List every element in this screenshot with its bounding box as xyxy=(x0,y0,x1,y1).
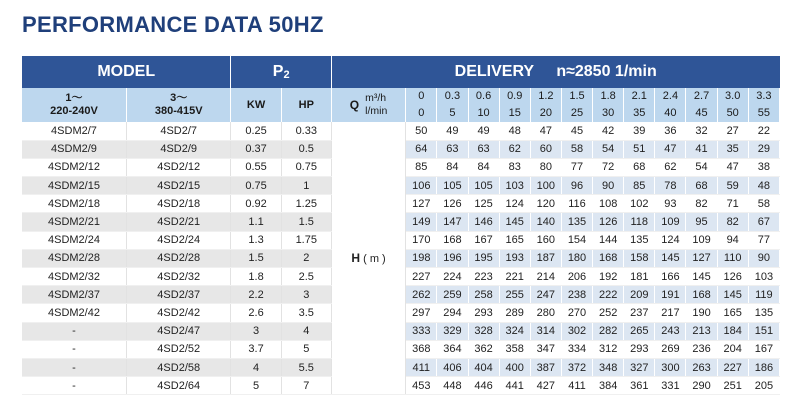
head-value-cell: 259 xyxy=(437,286,468,304)
head-value-cell: 282 xyxy=(593,322,624,340)
head-value-cell: 181 xyxy=(624,268,655,286)
head-value-cell: 265 xyxy=(624,322,655,340)
flow-m3h-2: 0.6 xyxy=(468,88,499,105)
kw-cell: 2.2 xyxy=(231,286,281,304)
hp-cell: 1.5 xyxy=(281,213,331,231)
head-value-cell: 334 xyxy=(561,340,592,358)
head-value-cell: 47 xyxy=(655,140,686,158)
head-label-cell xyxy=(331,122,405,395)
hp-cell: 3.5 xyxy=(281,304,331,322)
head-value-cell: 411 xyxy=(406,358,437,376)
head-value-cell: 289 xyxy=(499,304,530,322)
head-value-cell: 62 xyxy=(499,140,530,158)
head-value-cell: 127 xyxy=(686,249,717,267)
head-value-cell: 93 xyxy=(655,195,686,213)
head-value-cell: 193 xyxy=(499,249,530,267)
flow-m3h-4: 1.2 xyxy=(530,88,561,105)
head-value-cell: 293 xyxy=(624,340,655,358)
head-value-cell: 195 xyxy=(468,249,499,267)
head-value-cell: 238 xyxy=(561,286,592,304)
head-value-cell: 227 xyxy=(717,358,748,376)
head-value-cell: 82 xyxy=(686,195,717,213)
head-value-cell: 77 xyxy=(748,231,779,249)
model-3phase-cell: 4SD2/64 xyxy=(126,377,230,395)
head-value-cell: 27 xyxy=(717,122,748,140)
head-value-cell: 22 xyxy=(748,122,779,140)
model-3phase-cell: 4SD2/32 xyxy=(126,268,230,286)
head-value-cell: 94 xyxy=(717,231,748,249)
head-value-cell: 83 xyxy=(499,158,530,176)
head-value-cell: 190 xyxy=(686,304,717,322)
head-value-cell: 166 xyxy=(655,268,686,286)
model-3phase-cell: 4SD2/21 xyxy=(126,213,230,231)
head-value-cell: 80 xyxy=(530,158,561,176)
head-value-cell: 85 xyxy=(624,177,655,195)
head-value-cell: 290 xyxy=(686,377,717,395)
head-value-cell: 145 xyxy=(499,213,530,231)
head-value-cell: 149 xyxy=(406,213,437,231)
head-value-cell: 404 xyxy=(468,358,499,376)
head-value-cell: 135 xyxy=(624,231,655,249)
head-value-cell: 108 xyxy=(593,195,624,213)
model-1phase-cell: 4SDM2/7 xyxy=(22,122,126,140)
head-value-cell: 364 xyxy=(437,340,468,358)
model-1phase-cell: 4SDM2/42 xyxy=(22,304,126,322)
kw-cell: 4 xyxy=(231,358,281,376)
head-value-cell: 312 xyxy=(593,340,624,358)
head-value-cell: 67 xyxy=(748,213,779,231)
head-value-cell: 160 xyxy=(530,231,561,249)
hp-cell: 0.33 xyxy=(281,122,331,140)
head-value-cell: 217 xyxy=(655,304,686,322)
head-value-cell: 48 xyxy=(748,177,779,195)
model-1phase-cell: - xyxy=(22,340,126,358)
head-value-cell: 280 xyxy=(530,304,561,322)
power-header: $P_2$ xyxy=(231,56,331,88)
head-value-cell: 368 xyxy=(406,340,437,358)
flow-lmin-4: 20 xyxy=(530,105,561,122)
head-value-cell: 191 xyxy=(655,286,686,304)
head-label: H xyxy=(351,251,361,266)
head-value-cell: 50 xyxy=(406,122,437,140)
model-1phase-cell: 4SDM2/12 xyxy=(22,158,126,176)
head-value-cell: 49 xyxy=(468,122,499,140)
head-value-cell: 328 xyxy=(468,322,499,340)
head-value-cell: 125 xyxy=(468,195,499,213)
model-1phase-cell: 4SDM2/21 xyxy=(22,213,126,231)
kw-cell: 0.55 xyxy=(231,158,281,176)
flow-lmin-5: 25 xyxy=(561,105,592,122)
head-value-cell: 223 xyxy=(468,268,499,286)
head-value-cell: 106 xyxy=(406,177,437,195)
kw-header: KW xyxy=(231,88,281,122)
head-value-cell: 147 xyxy=(437,213,468,231)
head-value-cell: 47 xyxy=(530,122,561,140)
head-value-cell: 68 xyxy=(624,158,655,176)
flow-m3h-3: 0.9 xyxy=(499,88,530,105)
head-value-cell: 62 xyxy=(655,158,686,176)
head-value-cell: 58 xyxy=(748,195,779,213)
head-value-cell: 222 xyxy=(593,286,624,304)
head-value-cell: 448 xyxy=(437,377,468,395)
head-value-cell: 100 xyxy=(530,177,561,195)
head-value-cell: 60 xyxy=(530,140,561,158)
head-value-cell: 165 xyxy=(499,231,530,249)
head-value-cell: 96 xyxy=(561,177,592,195)
kw-cell: 1.1 xyxy=(231,213,281,231)
flow-lmin-3: 15 xyxy=(499,105,530,122)
head-value-cell: 168 xyxy=(437,231,468,249)
kw-cell: 0.75 xyxy=(231,177,281,195)
model-3phase-cell: 4SD2/9 xyxy=(126,140,230,158)
head-value-cell: 361 xyxy=(624,377,655,395)
head-value-cell: 145 xyxy=(717,286,748,304)
head-value-cell: 204 xyxy=(717,340,748,358)
head-value-cell: 154 xyxy=(561,231,592,249)
head-value-cell: 45 xyxy=(561,122,592,140)
head-value-cell: 184 xyxy=(717,322,748,340)
hp-cell: 4 xyxy=(281,322,331,340)
model-3phase-cell: 4SD2/7 xyxy=(126,122,230,140)
model-3phase-cell: 4SD2/58 xyxy=(126,358,230,376)
kw-cell: 2.6 xyxy=(231,304,281,322)
head-value-cell: 102 xyxy=(624,195,655,213)
model-3phase-cell: 4SD2/18 xyxy=(126,195,230,213)
model-3phase-cell: 4SD2/28 xyxy=(126,249,230,267)
head-value-cell: 331 xyxy=(655,377,686,395)
kw-cell: 1.5 xyxy=(231,249,281,267)
head-value-cell: 144 xyxy=(593,231,624,249)
head-value-cell: 127 xyxy=(406,195,437,213)
head-value-cell: 187 xyxy=(530,249,561,267)
head-value-cell: 105 xyxy=(437,177,468,195)
head-value-cell: 126 xyxy=(717,268,748,286)
kw-cell: 0.25 xyxy=(231,122,281,140)
head-value-cell: 251 xyxy=(717,377,748,395)
head-value-cell: 135 xyxy=(748,304,779,322)
model-1phase-cell: 4SDM2/37 xyxy=(22,286,126,304)
head-unit: ( m ) xyxy=(363,253,386,266)
head-value-cell: 327 xyxy=(624,358,655,376)
kw-cell: 1.3 xyxy=(231,231,281,249)
head-value-cell: 294 xyxy=(437,304,468,322)
hp-cell: 1 xyxy=(281,177,331,195)
head-value-cell: 213 xyxy=(686,322,717,340)
model-1phase-cell: - xyxy=(22,322,126,340)
head-value-cell: 64 xyxy=(406,140,437,158)
head-value-cell: 372 xyxy=(561,358,592,376)
head-value-cell: 297 xyxy=(406,304,437,322)
head-value-cell: 63 xyxy=(437,140,468,158)
hp-cell: 5.5 xyxy=(281,358,331,376)
head-value-cell: 72 xyxy=(593,158,624,176)
model-1phase-cell: 4SDM2/28 xyxy=(22,249,126,267)
head-value-cell: 400 xyxy=(499,358,530,376)
hp-cell: 0.5 xyxy=(281,140,331,158)
head-value-cell: 258 xyxy=(468,286,499,304)
head-value-cell: 77 xyxy=(561,158,592,176)
model-3phase-cell: 4SD2/24 xyxy=(126,231,230,249)
head-value-cell: 29 xyxy=(748,140,779,158)
hp-cell: 2 xyxy=(281,249,331,267)
flow-lmin-11: 55 xyxy=(748,105,779,122)
head-value-cell: 110 xyxy=(717,249,748,267)
model-1phase-cell: 4SDM2/15 xyxy=(22,177,126,195)
head-value-cell: 38 xyxy=(748,158,779,176)
head-value-cell: 329 xyxy=(437,322,468,340)
head-value-cell: 348 xyxy=(593,358,624,376)
head-value-cell: 263 xyxy=(686,358,717,376)
model-1phase-cell: - xyxy=(22,358,126,376)
head-value-cell: 82 xyxy=(717,213,748,231)
kw-cell: 3.7 xyxy=(231,340,281,358)
head-value-cell: 135 xyxy=(561,213,592,231)
head-value-cell: 90 xyxy=(593,177,624,195)
head-value-cell: 140 xyxy=(530,213,561,231)
flow-m3h-8: 2.4 xyxy=(655,88,686,105)
head-value-cell: 103 xyxy=(499,177,530,195)
model-3phase-cell: 4SD2/47 xyxy=(126,322,230,340)
head-value-cell: 146 xyxy=(468,213,499,231)
head-value-cell: 198 xyxy=(406,249,437,267)
head-value-cell: 109 xyxy=(686,231,717,249)
head-value-cell: 427 xyxy=(530,377,561,395)
model-header: MODEL xyxy=(22,56,231,88)
model-1phase-cell: 4SDM2/24 xyxy=(22,231,126,249)
kw-cell: 3 xyxy=(231,322,281,340)
model-3phase-cell: 4SD2/12 xyxy=(126,158,230,176)
head-value-cell: 103 xyxy=(748,268,779,286)
head-value-cell: 116 xyxy=(561,195,592,213)
hp-header: HP xyxy=(281,88,331,122)
head-value-cell: 446 xyxy=(468,377,499,395)
head-value-cell: 84 xyxy=(437,158,468,176)
head-value-cell: 36 xyxy=(655,122,686,140)
model-3phase-cell: 4SD2/42 xyxy=(126,304,230,322)
head-value-cell: 347 xyxy=(530,340,561,358)
head-value-cell: 151 xyxy=(748,322,779,340)
head-value-cell: 227 xyxy=(406,268,437,286)
head-value-cell: 214 xyxy=(530,268,561,286)
model-1phase-cell: - xyxy=(22,377,126,395)
head-value-cell: 252 xyxy=(593,304,624,322)
head-value-cell: 406 xyxy=(437,358,468,376)
model-3phase-cell: 4SD2/15 xyxy=(126,177,230,195)
head-value-cell: 48 xyxy=(499,122,530,140)
head-value-cell: 262 xyxy=(406,286,437,304)
hp-cell: 0.75 xyxy=(281,158,331,176)
hp-cell: 2.5 xyxy=(281,268,331,286)
flow-lmin-2: 10 xyxy=(468,105,499,122)
head-value-cell: 41 xyxy=(686,140,717,158)
head-value-cell: 255 xyxy=(499,286,530,304)
kw-cell: 0.92 xyxy=(231,195,281,213)
model-3phase-header: 3～ 380-415V xyxy=(126,88,230,122)
head-value-cell: 119 xyxy=(748,286,779,304)
head-value-cell: 39 xyxy=(624,122,655,140)
head-value-cell: 180 xyxy=(561,249,592,267)
head-value-cell: 126 xyxy=(437,195,468,213)
flow-lmin-6: 30 xyxy=(593,105,624,122)
head-value-cell: 78 xyxy=(655,177,686,195)
head-value-cell: 54 xyxy=(593,140,624,158)
head-value-cell: 186 xyxy=(748,358,779,376)
head-value-cell: 247 xyxy=(530,286,561,304)
flow-unit-header: Q m³/h l/min xyxy=(331,88,405,122)
head-value-cell: 358 xyxy=(499,340,530,358)
head-value-cell: 224 xyxy=(437,268,468,286)
head-value-cell: 90 xyxy=(748,249,779,267)
head-value-cell: 270 xyxy=(561,304,592,322)
flow-m3h-5: 1.5 xyxy=(561,88,592,105)
kw-cell: 5 xyxy=(231,377,281,395)
head-value-cell: 293 xyxy=(468,304,499,322)
flow-m3h-0: 0 xyxy=(406,88,437,105)
head-value-cell: 236 xyxy=(686,340,717,358)
hp-cell: 3 xyxy=(281,286,331,304)
head-value-cell: 441 xyxy=(499,377,530,395)
flow-m3h-10: 3.0 xyxy=(717,88,748,105)
head-value-cell: 269 xyxy=(655,340,686,358)
flow-m3h-7: 2.1 xyxy=(624,88,655,105)
head-value-cell: 118 xyxy=(624,213,655,231)
head-value-cell: 205 xyxy=(748,377,779,395)
head-value-cell: 35 xyxy=(717,140,748,158)
head-value-cell: 411 xyxy=(561,377,592,395)
head-value-cell: 167 xyxy=(468,231,499,249)
head-value-cell: 49 xyxy=(437,122,468,140)
hp-cell: 1.75 xyxy=(281,231,331,249)
head-value-cell: 54 xyxy=(686,158,717,176)
table-header xyxy=(22,56,780,122)
model-3phase-cell: 4SD2/37 xyxy=(126,286,230,304)
hp-cell: 5 xyxy=(281,340,331,358)
delivery-header: DELIVERY n≈2850 1/min xyxy=(331,56,779,88)
page-title: PERFORMANCE DATA 50HZ xyxy=(22,12,324,37)
flow-m3h-9: 2.7 xyxy=(686,88,717,105)
head-value-cell: 192 xyxy=(593,268,624,286)
head-value-cell: 170 xyxy=(406,231,437,249)
model-1phase-cell: 4SDM2/18 xyxy=(22,195,126,213)
head-value-cell: 167 xyxy=(748,340,779,358)
hp-cell: 1.25 xyxy=(281,195,331,213)
head-value-cell: 209 xyxy=(624,286,655,304)
head-value-cell: 221 xyxy=(499,268,530,286)
kw-cell: 0.37 xyxy=(231,140,281,158)
head-value-cell: 51 xyxy=(624,140,655,158)
model-3phase-cell: 4SD2/52 xyxy=(126,340,230,358)
head-value-cell: 300 xyxy=(655,358,686,376)
head-value-cell: 71 xyxy=(717,195,748,213)
flow-lmin-10: 50 xyxy=(717,105,748,122)
head-value-cell: 206 xyxy=(561,268,592,286)
head-value-cell: 324 xyxy=(499,322,530,340)
head-value-cell: 333 xyxy=(406,322,437,340)
head-value-cell: 124 xyxy=(499,195,530,213)
head-value-cell: 302 xyxy=(561,322,592,340)
head-value-cell: 158 xyxy=(624,249,655,267)
model-1phase-header: 1～ 220-240V xyxy=(22,88,126,122)
head-value-cell: 124 xyxy=(655,231,686,249)
table-body xyxy=(22,122,780,395)
flow-m3h-11: 3.3 xyxy=(748,88,779,105)
table-row xyxy=(22,122,780,140)
head-value-cell: 120 xyxy=(530,195,561,213)
head-value-cell: 314 xyxy=(530,322,561,340)
kw-cell: 1.8 xyxy=(231,268,281,286)
head-value-cell: 168 xyxy=(686,286,717,304)
performance-table xyxy=(22,56,780,395)
head-value-cell: 362 xyxy=(468,340,499,358)
head-value-cell: 384 xyxy=(593,377,624,395)
head-value-cell: 59 xyxy=(717,177,748,195)
flow-lmin-9: 45 xyxy=(686,105,717,122)
head-value-cell: 453 xyxy=(406,377,437,395)
head-value-cell: 32 xyxy=(686,122,717,140)
head-value-cell: 85 xyxy=(406,158,437,176)
flow-lmin-1: 5 xyxy=(437,105,468,122)
model-1phase-cell: 4SDM2/9 xyxy=(22,140,126,158)
head-value-cell: 105 xyxy=(468,177,499,195)
head-value-cell: 95 xyxy=(686,213,717,231)
head-value-cell: 237 xyxy=(624,304,655,322)
head-value-cell: 42 xyxy=(593,122,624,140)
flow-m3h-1: 0.3 xyxy=(437,88,468,105)
head-value-cell: 145 xyxy=(655,249,686,267)
model-1phase-cell: 4SDM2/32 xyxy=(22,268,126,286)
flow-lmin-8: 40 xyxy=(655,105,686,122)
head-value-cell: 63 xyxy=(468,140,499,158)
head-value-cell: 126 xyxy=(593,213,624,231)
head-value-cell: 109 xyxy=(655,213,686,231)
head-value-cell: 196 xyxy=(437,249,468,267)
flow-lmin-7: 35 xyxy=(624,105,655,122)
flow-m3h-6: 1.8 xyxy=(593,88,624,105)
head-value-cell: 165 xyxy=(717,304,748,322)
hp-cell: 7 xyxy=(281,377,331,395)
head-value-cell: 84 xyxy=(468,158,499,176)
head-value-cell: 68 xyxy=(686,177,717,195)
head-value-cell: 145 xyxy=(686,268,717,286)
head-value-cell: 47 xyxy=(717,158,748,176)
head-value-cell: 387 xyxy=(530,358,561,376)
head-value-cell: 168 xyxy=(593,249,624,267)
head-value-cell: 243 xyxy=(655,322,686,340)
head-value-cell: 58 xyxy=(561,140,592,158)
flow-lmin-0: 0 xyxy=(406,105,437,122)
